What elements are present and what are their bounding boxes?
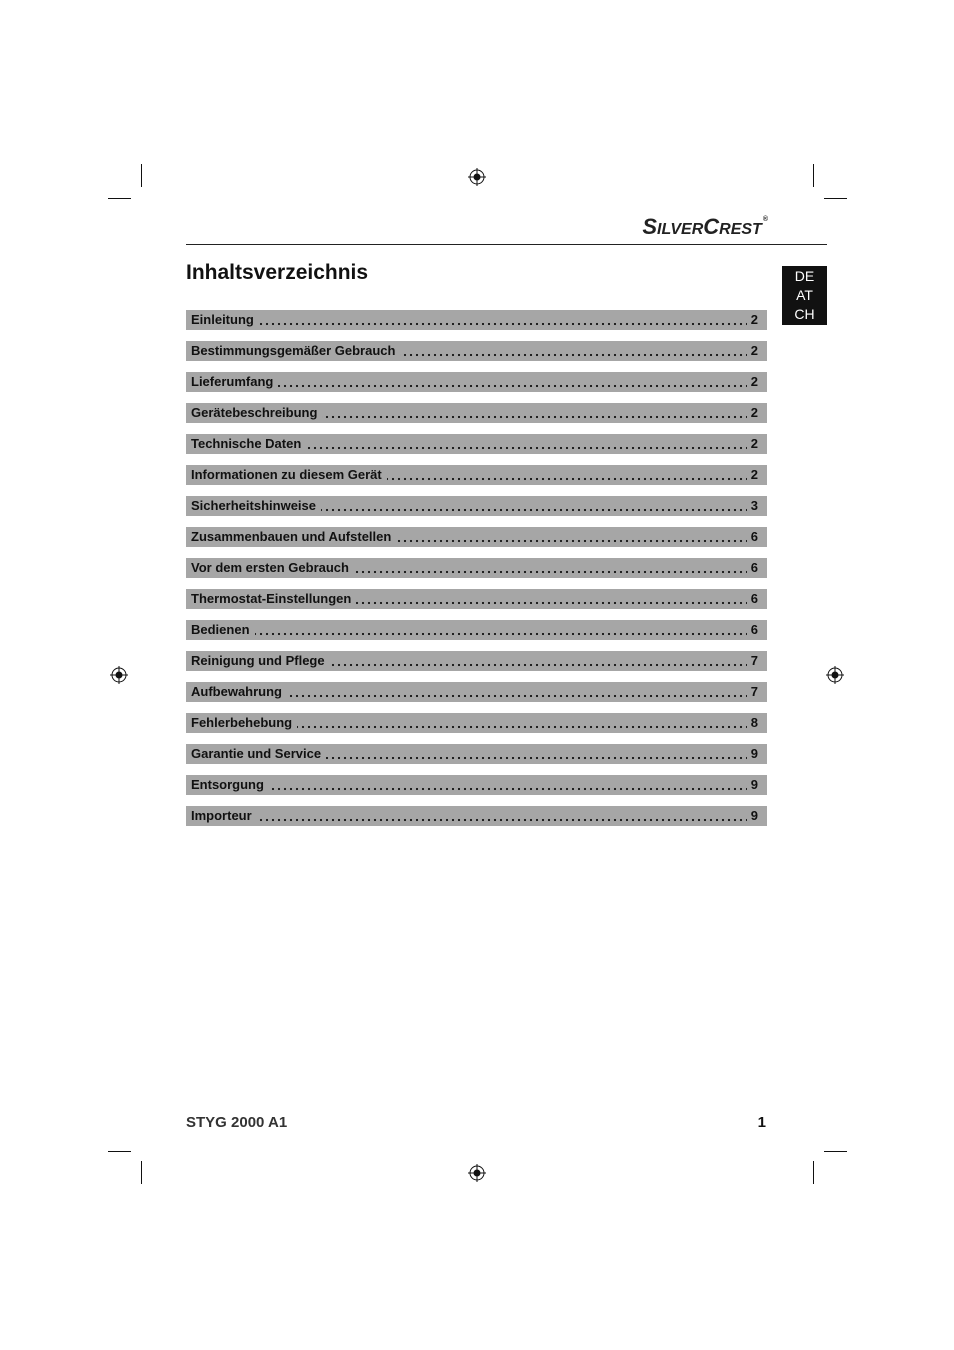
toc-entry-label: Einleitung (186, 310, 259, 330)
toc-entry-label: Lieferumfang (186, 372, 278, 392)
toc-entry[interactable] (186, 434, 767, 454)
toc-entry[interactable] (186, 527, 767, 547)
toc-entry-page: 2 (747, 434, 767, 454)
toc-entry-page: 9 (747, 775, 767, 795)
toc-entry-label: Informationen zu diesem Gerät (186, 465, 387, 485)
crop-mark-bottom-right-h (824, 1151, 847, 1152)
logo-letter: S (642, 214, 658, 239)
toc-entry-page: 7 (747, 682, 767, 702)
toc-entry-label: Zusammenbauen und Aufstellen (186, 527, 396, 547)
toc-entry[interactable] (186, 589, 767, 609)
toc-entry-page: 9 (747, 744, 767, 764)
toc-entry-page: 6 (747, 527, 767, 547)
footer-page-number: 1 (757, 1114, 766, 1131)
toc-entry-label: Sicherheitshinweise (186, 496, 321, 516)
toc-entry-page: 6 (747, 620, 767, 640)
toc-entry[interactable] (186, 496, 767, 516)
toc-entry[interactable] (186, 713, 767, 733)
toc-entry[interactable] (186, 372, 767, 392)
toc-entry-label: Importeur (186, 806, 257, 826)
logo-letters: REST (719, 221, 762, 238)
toc-entry-page: 2 (747, 465, 767, 485)
toc-entry-label: Aufbewahrung (186, 682, 287, 702)
crop-mark-bottom-right-v (813, 1161, 814, 1184)
toc-entry-label: Reinigung und Pflege (186, 651, 330, 671)
language-tab (782, 266, 827, 325)
language-code: DE (794, 268, 815, 284)
toc-entry-label: Vor dem ersten Gebrauch (186, 558, 354, 578)
registration-mark-icon (826, 666, 844, 684)
crop-mark-top-right-v (813, 164, 814, 187)
toc-entry-label: Fehlerbehebung (186, 713, 297, 733)
toc-entry-page: 6 (747, 558, 767, 578)
registration-mark-icon (468, 1164, 486, 1182)
logo-letter: C (703, 214, 720, 239)
table-of-contents (186, 310, 767, 837)
toc-entry-label: Technische Daten (186, 434, 306, 454)
footer-model: STYG 2000 A1 (186, 1114, 288, 1131)
brand-logo (642, 214, 768, 240)
toc-entry-page: 8 (747, 713, 767, 733)
toc-entry[interactable] (186, 651, 767, 671)
toc-entry-page: 2 (747, 403, 767, 423)
toc-entry[interactable] (186, 744, 767, 764)
toc-entry-label: Gerätebeschreibung (186, 403, 322, 423)
crop-mark-top-left-v (141, 164, 142, 187)
toc-entry-page: 2 (747, 372, 767, 392)
crop-mark-bottom-left-h (108, 1151, 131, 1152)
toc-entry-page: 3 (747, 496, 767, 516)
language-code: CH (794, 306, 815, 322)
toc-entry[interactable] (186, 465, 767, 485)
toc-entry[interactable] (186, 682, 767, 702)
toc-entry-label: Entsorgung (186, 775, 269, 795)
header-rule (186, 244, 827, 245)
toc-entry[interactable] (186, 558, 767, 578)
toc-entry-page: 2 (747, 341, 767, 361)
crop-mark-bottom-left-v (141, 1161, 142, 1184)
toc-entry-label: Garantie und Service (186, 744, 326, 764)
toc-entry[interactable] (186, 310, 767, 330)
toc-entry-page: 9 (747, 806, 767, 826)
registered-mark: ® (762, 216, 768, 223)
toc-entry-label: Bestimmungsgemäßer Gebrauch (186, 341, 400, 361)
page-title: Inhaltsverzeichnis (186, 261, 369, 284)
crop-mark-top-left-h (108, 198, 131, 199)
toc-entry-label: Bedienen (186, 620, 255, 640)
toc-entry[interactable] (186, 403, 767, 423)
toc-entry[interactable] (186, 620, 767, 640)
toc-entry-label: Thermostat-Einstellungen (186, 589, 356, 609)
toc-entry[interactable] (186, 806, 767, 826)
toc-entry-page: 6 (747, 589, 767, 609)
registration-mark-icon (110, 666, 128, 684)
toc-entry[interactable] (186, 775, 767, 795)
language-code: AT (796, 287, 813, 303)
toc-entry-page: 2 (747, 310, 767, 330)
registration-mark-icon (468, 168, 486, 186)
toc-entry[interactable] (186, 341, 767, 361)
logo-letters: ILVER (657, 221, 704, 238)
crop-mark-top-right-h (824, 198, 847, 199)
toc-entry-page: 7 (747, 651, 767, 671)
